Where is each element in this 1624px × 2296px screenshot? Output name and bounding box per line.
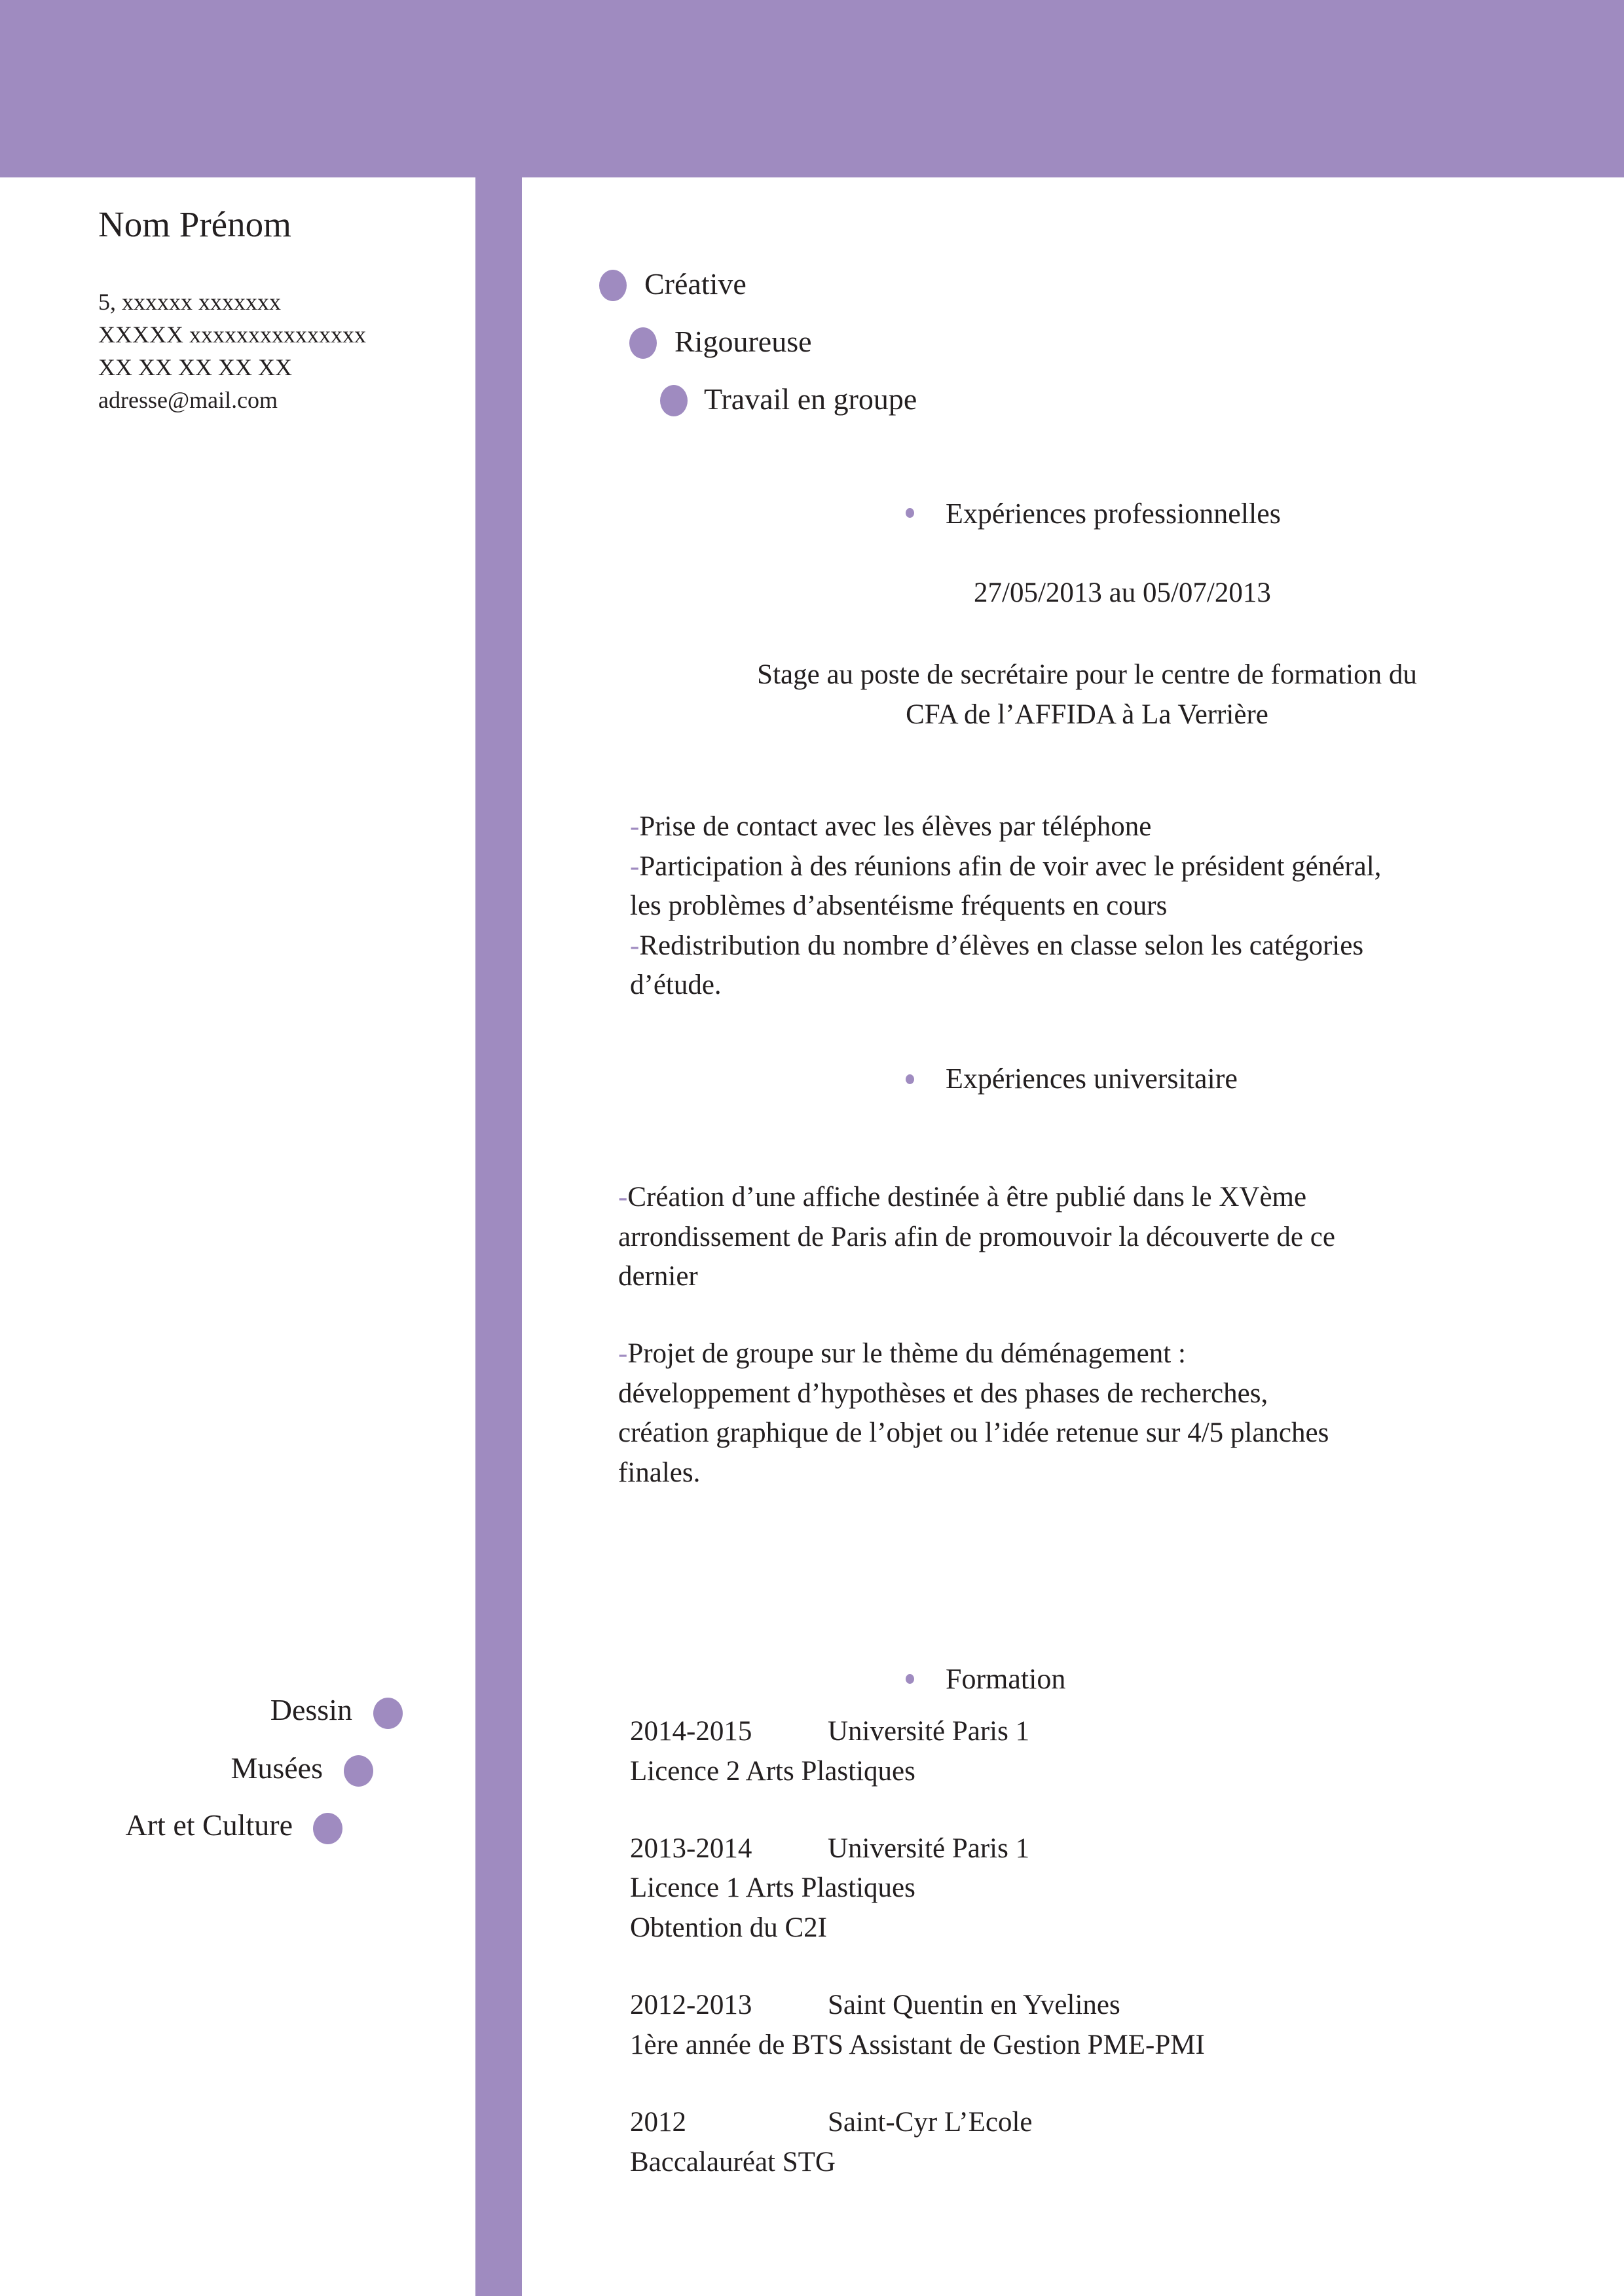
email-address: adresse@mail.com xyxy=(98,387,278,413)
education-years: 2012-2013 xyxy=(630,1990,752,2020)
education-entry-header xyxy=(630,2103,1033,2142)
quality-dot-icon xyxy=(599,270,627,301)
interest-dessin: Dessin xyxy=(270,1693,352,1726)
section-title-experience-pro: Expériences professionnelles xyxy=(946,498,1281,530)
interest-dot-icon xyxy=(344,1755,373,1787)
dash-marker: - xyxy=(630,811,640,842)
dash-marker: - xyxy=(630,850,640,882)
education-entry-header xyxy=(630,1986,1120,2025)
dash-marker: - xyxy=(618,1182,628,1212)
education-place: Saint Quentin en Yvelines xyxy=(828,1990,1120,2020)
task-item: -Redistribution du nombre d’élèves en classe selon les catégories xyxy=(630,930,1364,961)
interest-art-et-culture: Art et Culture xyxy=(125,1808,293,1842)
contact-block xyxy=(98,285,366,416)
vertical-divider-band xyxy=(475,0,522,2296)
dash-marker: - xyxy=(618,1338,628,1369)
section-title-experience-univ: Expériences universitaire xyxy=(946,1063,1238,1095)
section-bullet-icon xyxy=(906,1674,914,1684)
education-years: 2013-2014 xyxy=(630,1833,752,1864)
quality-dot-icon xyxy=(660,385,688,416)
task-item-continued: d’étude. xyxy=(630,970,722,1000)
education-place: Saint-Cyr L’Ecole xyxy=(828,2107,1033,2138)
address-line-2: XXXXX xxxxxxxxxxxxxxx xyxy=(98,321,366,348)
task-item: -Participation à des réunions afin de voir avec le président général, xyxy=(630,850,1382,882)
header-band xyxy=(0,0,1624,177)
education-detail: Licence 1 Arts Plastiques xyxy=(630,1872,915,1903)
university-project-1: -Création d’une affiche destinée à être publié dans le XVème arrondissement de Paris afin de promouvoir la découverte de ce dernier xyxy=(618,1182,1335,1292)
education-detail: Baccalauréat STG xyxy=(630,2147,836,2178)
section-bullet-icon xyxy=(906,508,914,518)
interest-dot-icon xyxy=(313,1813,342,1844)
education-detail: 1ère année de BTS Assistant de Gestion PME-PMI xyxy=(630,2030,1205,2060)
quality-creative: Créative xyxy=(644,267,747,301)
university-project-2: -Projet de groupe sur le thème du déménagement : développement d’hypothèses et des phases de recherches, création graphique de l’objet ou l’idée retenue sur 4/5 planches finales. xyxy=(618,1338,1329,1488)
section-title-formation: Formation xyxy=(946,1663,1066,1695)
education-entry-header xyxy=(630,1829,1029,1868)
interest-musees: Musées xyxy=(231,1751,323,1785)
education-years: 2012 xyxy=(630,2107,686,2138)
experience-dates: 27/05/2013 au 05/07/2013 xyxy=(974,577,1271,608)
dash-marker: - xyxy=(630,930,640,961)
education-place: Université Paris 1 xyxy=(828,1833,1030,1864)
address-line-1: 5, xxxxxx xxxxxxx xyxy=(98,289,281,315)
task-item: -Prise de contact avec les élèves par téléphone xyxy=(630,811,1152,842)
education-entry-header xyxy=(630,1712,1029,1751)
experience-position-line: Stage au poste de secrétaire pour le centre de formation du xyxy=(757,659,1417,690)
education-place: Université Paris 1 xyxy=(828,1716,1030,1747)
experience-position xyxy=(681,655,1493,735)
quality-dot-icon xyxy=(629,327,657,359)
experience-position-line: CFA de l’AFFIDA à La Verrière xyxy=(906,699,1268,730)
quality-travail-en-groupe: Travail en groupe xyxy=(704,382,917,416)
interest-dot-icon xyxy=(373,1698,403,1729)
quality-rigoureuse: Rigoureuse xyxy=(674,325,812,358)
task-item-continued: les problèmes d’absentéisme fréquents en cours xyxy=(630,890,1168,921)
education-years: 2014-2015 xyxy=(630,1716,752,1747)
experience-task-list xyxy=(630,807,1381,1006)
education-detail: Obtention du C2I xyxy=(630,1912,827,1943)
candidate-name: Nom Prénom xyxy=(98,204,291,244)
phone-number: XX XX XX XX XX xyxy=(98,354,292,380)
section-bullet-icon xyxy=(906,1074,914,1084)
education-detail: Licence 2 Arts Plastiques xyxy=(630,1756,915,1787)
